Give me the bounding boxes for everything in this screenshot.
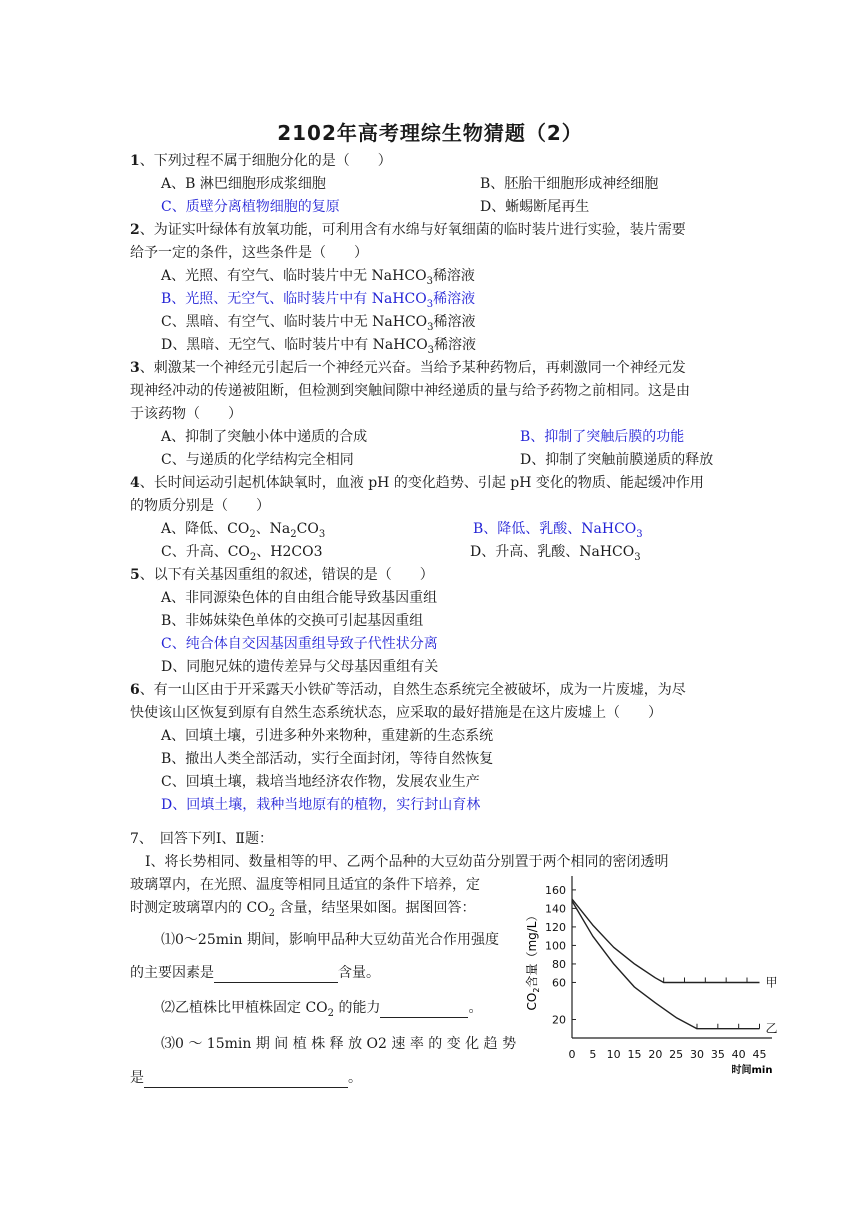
q5-stem: 5、以下有关基因重组的叙述，错误的是（ ） xyxy=(130,567,434,583)
q2-stem-line1: 2、为证实叶绿体有放氧功能，可利用含有水绵与好氧细菌的临时装片进行实验，装片需要 xyxy=(130,222,686,238)
q7-part1-line2: 玻璃罩内，在光照、温度等相同且适宜的条件下培养，定 xyxy=(130,877,480,893)
q5-option-c: C、纯合体自交因基因重组导致子代性状分离 xyxy=(161,636,438,652)
y-tick-label: 160 xyxy=(545,883,566,897)
q3-option-c: C、与递质的化学结构完全相同 xyxy=(161,452,354,468)
q3-option-b: B、抑制了突触后膜的功能 xyxy=(520,429,685,445)
q2-option-b: B、光照、无空气、临时装片中有 NaHCO$_3$稀溶液 xyxy=(161,291,476,310)
q6-option-a: A、回填土壤，引进多种外来物种，重建新的生态系统 xyxy=(161,728,494,744)
x-tick-label: 40 xyxy=(731,1048,746,1061)
x-axis-label: 时间min xyxy=(731,1065,773,1076)
y-tick-label: 120 xyxy=(545,920,566,934)
x-tick-label: 15 xyxy=(627,1048,642,1061)
q7-part1-line3: 时测定玻璃罩内的 $CO_2$ 含量，结坚果如图。据图回答： xyxy=(130,900,476,919)
q6-option-c: C、回填土壤，栽培当地经济农作物，发展农业生产 xyxy=(161,774,480,790)
q5-option-d: D、同胞兄妹的遗传差异与父母基因重组有关 xyxy=(161,659,439,675)
x-tick-label: 35 xyxy=(710,1048,725,1061)
y-axis-label xyxy=(525,910,541,1011)
chart-series xyxy=(572,899,778,1036)
q7-sub1-line1: ⑴0～25min 期间，影响甲品种大豆幼苗光合作用强度 xyxy=(161,932,499,948)
q4-option-c: C、升高、$CO_2$、H2CO3 xyxy=(161,544,323,563)
x-tick-label: 25 xyxy=(669,1048,684,1061)
q2-option-a: A、光照、有空气、临时装片中无 NaHCO$_3$稀溶液 xyxy=(161,268,475,287)
y-axis-label-text: $CO_2$含量（mg/L） xyxy=(525,909,541,1011)
q3-option-a: A、抑制了突触小体中递质的合成 xyxy=(161,429,368,445)
q6-stem-line2: 快使该山区恢复到原有自然生态系统状态，应采取的最好措施是在这片废墟上（ ） xyxy=(130,705,662,721)
q1-option-c: C、质壁分离植物细胞的复原 xyxy=(161,199,340,215)
x-tick-label: 30 xyxy=(690,1048,704,1061)
series-line-1 xyxy=(572,899,760,982)
q1-stem: 1、下列过程不属于细胞分化的是（ ） xyxy=(130,153,392,169)
q6-stem-line1: 6、有一山区由于开采露天小铁矿等活动，自然生态系统完全被破坏，成为一片废墟，为尽 xyxy=(130,682,686,698)
q4-option-b: B、降低、乳酸、NaHCO$_3$ xyxy=(473,521,643,540)
q5-option-b: B、非姊妹染色单体的交换可引起基因重组 xyxy=(161,613,424,629)
co2-chart xyxy=(520,870,790,1080)
series-line-2 xyxy=(572,901,760,1029)
y-tick-label: 100 xyxy=(545,939,566,953)
x-tick-label: 20 xyxy=(648,1048,663,1061)
x-ticks xyxy=(569,1048,767,1061)
x-tick-label: 0 xyxy=(568,1048,576,1061)
y-tick-label: 80 xyxy=(552,957,566,971)
page-title: 2102年高考理综生物猜题（2） xyxy=(277,121,583,145)
answer-blank-3[interactable] xyxy=(144,1072,348,1088)
q4-stem-line2: 的物质分别是（ ） xyxy=(130,498,270,514)
q3-stem-line3: 于该药物（ ） xyxy=(130,406,242,422)
y-ticks xyxy=(545,884,576,1027)
series-label-2: 乙 xyxy=(765,1021,778,1036)
x-tick-label: 45 xyxy=(752,1048,767,1061)
q4-stem-line1: 4、长时间运动引起机体缺氧时，血液 pH 的变化趋势、引起 pH 变化的物质、能起缓冲作用 xyxy=(130,475,704,491)
answer-blank-2[interactable] xyxy=(380,1002,468,1018)
q7-sub2: ⑵乙植株比甲植株固定 $CO_2$ 的能力 。 xyxy=(161,1000,483,1019)
q3-option-d: D、抑制了突触前膜递质的释放 xyxy=(520,452,714,468)
q5-option-a: A、非同源染色体的自由组合能导致基因重组 xyxy=(161,590,438,606)
q4-option-a: A、降低、$CO_2$、$Na_2CO_3$ xyxy=(161,521,326,540)
q2-option-c: C、黑暗、有空气、临时装片中无 NaHCO$_3$稀溶液 xyxy=(161,314,476,333)
q6-option-d: D、回填土壤，栽种当地原有的植物，实行封山育林 xyxy=(161,797,481,813)
q3-stem-line2: 现神经冲动的传递被阻断，但检测到突触间隙中神经递质的量与给予药物之前相同。这是由 xyxy=(130,383,690,399)
q2-option-d: D、黑暗、无空气、临时装片中有 NaHCO$_3$稀溶液 xyxy=(161,337,477,356)
q7-sub3-line1: ⑶0 ～ 15min 期 间 植 株 释 放 O2 速 率 的 变 化 趋 势 xyxy=(161,1036,517,1052)
x-tick-label: 10 xyxy=(606,1048,621,1061)
q1-option-d: D、蜥蜴断尾再生 xyxy=(480,199,590,215)
q6-option-b: B、撤出人类全部活动，实行全面封闭，等待自然恢复 xyxy=(161,751,494,767)
series-label-1: 甲 xyxy=(765,975,778,990)
chart-axes xyxy=(572,876,772,1038)
q7-part1-line1: Ⅰ、将长势相同、数量相等的甲、乙两个品种的大豆幼苗分别置于两个相同的密闭透明 xyxy=(145,854,669,870)
answer-blank-1[interactable] xyxy=(214,967,338,983)
q7-sub3-line2: 是 。 xyxy=(130,1070,362,1086)
y-tick-label: 20 xyxy=(552,1013,566,1027)
q2-stem-line2: 给予一定的条件，这些条件是（ ） xyxy=(130,245,368,261)
y-tick-label: 60 xyxy=(552,976,566,990)
q4-option-d: D、升高、乳酸、NaHCO$_3$ xyxy=(470,544,641,563)
q1-option-a: A、B 淋巴细胞形成浆细胞 xyxy=(161,176,326,192)
q7-heading: 7、 回答下列Ⅰ、Ⅱ题： xyxy=(130,831,273,847)
q7-sub1-line2: 的主要因素是 含量。 xyxy=(130,965,380,981)
q1-option-b: B、胚胎干细胞形成神经细胞 xyxy=(480,176,659,192)
q3-stem-line1: 3、刺激某一个神经元引起后一个神经元兴奋。当给予某种药物后，再刺激同一个神经元发 xyxy=(130,360,686,376)
y-tick-label: 140 xyxy=(545,902,566,916)
x-tick-label: 5 xyxy=(589,1048,597,1061)
